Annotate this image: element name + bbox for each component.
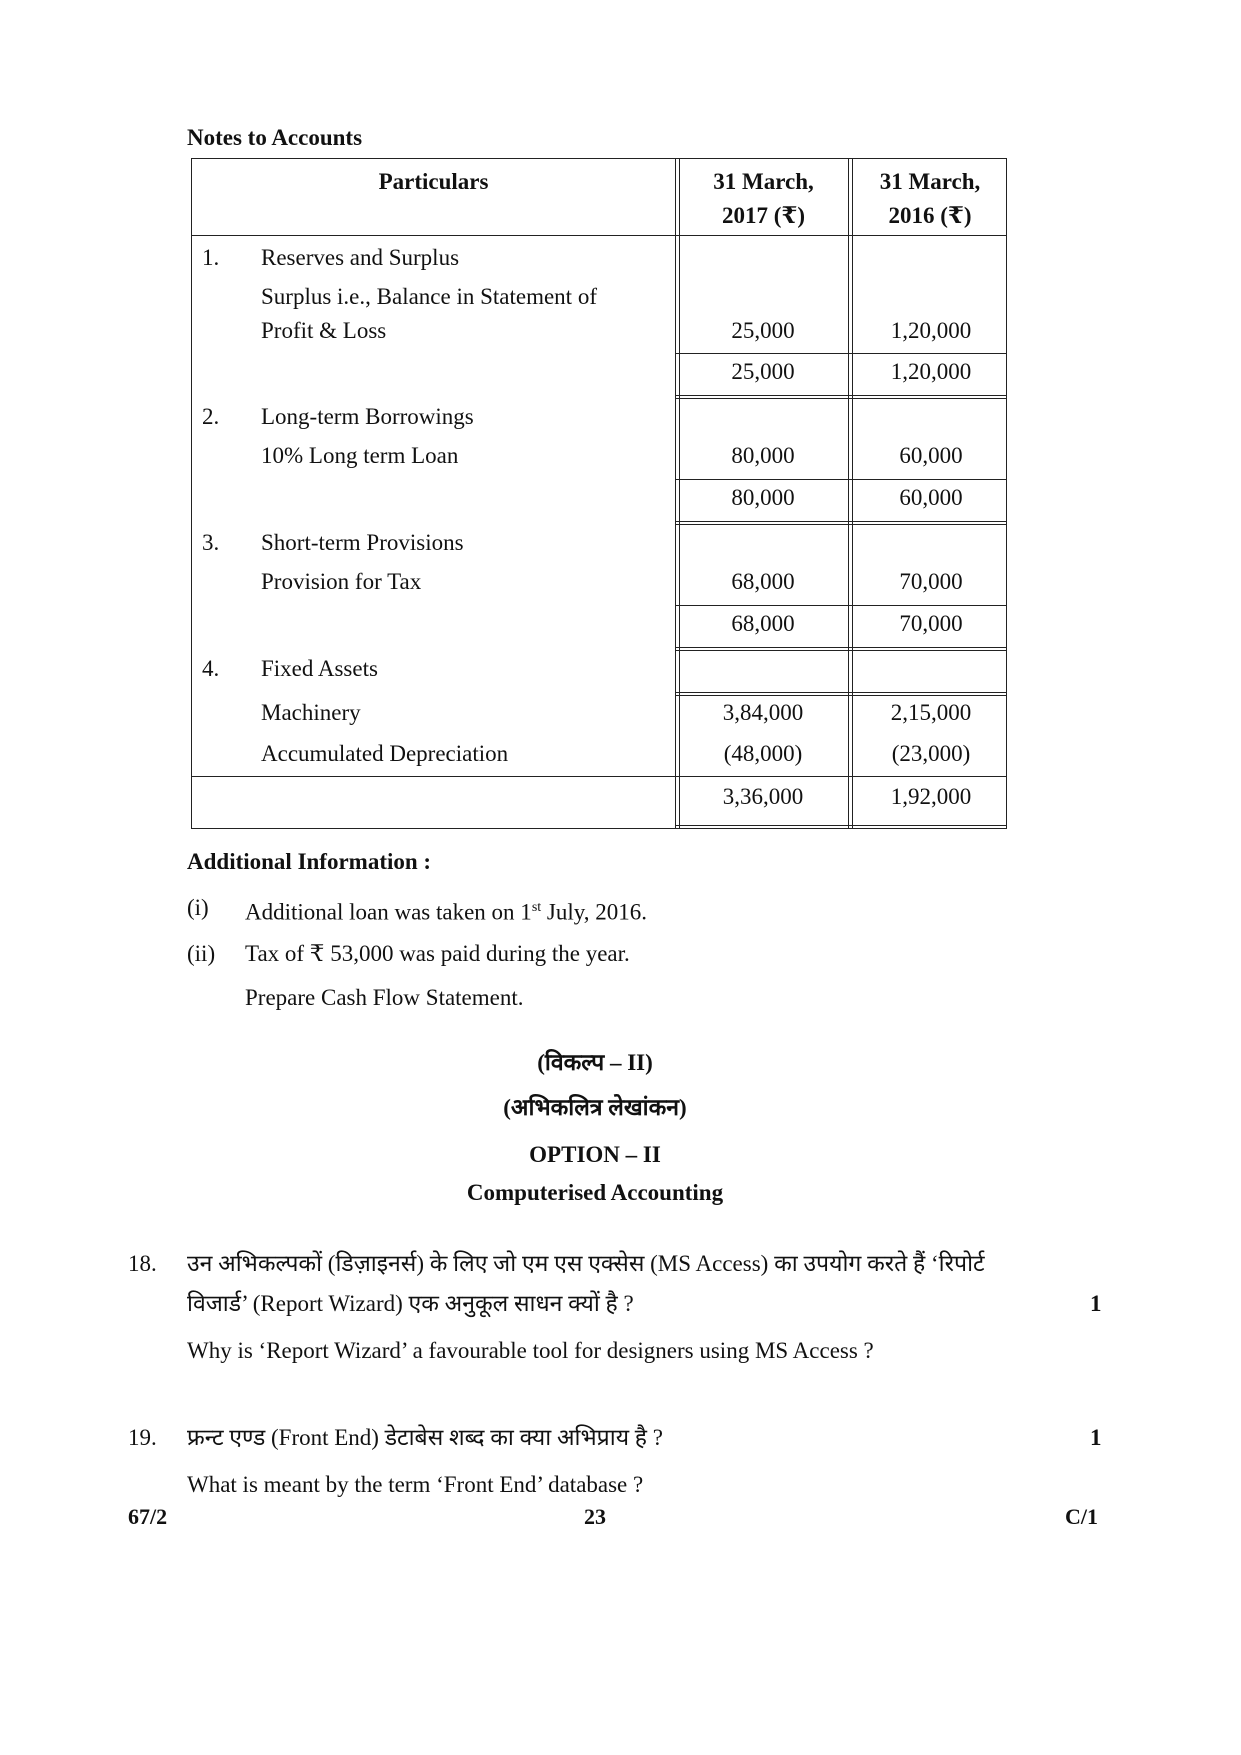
header-2017-line2: 2017 (₹) [721,203,806,228]
value-2016: 60,000 [899,443,963,468]
section-number: 2. [202,404,220,429]
column-divider [675,159,676,828]
total-rule [675,398,1006,399]
subtotal-rule [675,692,1006,693]
header-2016-line2: 2016 (₹) [888,203,972,228]
subtotal-rule [675,479,1006,480]
header-2016-line1: 31 March, [879,169,981,194]
section-heading: Reserves and Surplus [261,245,460,270]
instruction-text: Prepare Cash Flow Statement. [245,985,524,1010]
value-2016: 70,000 [899,569,963,594]
line-item: Surplus i.e., Balance in Statement of [261,284,597,309]
header-particulars: Particulars [378,169,489,194]
total-2016: 1,92,000 [890,784,972,809]
total-rule [192,776,1006,777]
item-number: (i) [187,895,209,920]
total-rule [675,521,1006,522]
total-2017: 3,36,000 [722,784,804,809]
total-rule [675,825,1006,826]
option-hindi-title: (विकल्प – II) [537,1050,653,1075]
total-2016: 70,000 [899,611,963,636]
value-2016: 2,15,000 [890,700,972,725]
additional-item-text: Tax of ₹ 53,000 was paid during the year. [245,941,630,966]
line-item: 10% Long term Loan [261,443,459,468]
line-item: Provision for Tax [261,569,422,594]
additional-info-title: Additional Information : [187,849,432,874]
total-rule [675,647,1006,648]
section-heading: Long-term Borrowings [261,404,474,429]
notes-title: Notes to Accounts [187,125,363,150]
section-number: 4. [202,656,220,681]
total-2017: 80,000 [731,485,795,510]
option-hindi-subtitle: (अभिकलित्र लेखांकन) [503,1095,687,1120]
total-2016: 60,000 [899,485,963,510]
question-marks: 1 [1090,1291,1102,1316]
header-2017-line1: 31 March, [713,169,814,194]
footer-code: 67/2 [128,1504,168,1529]
subtotal-rule [675,695,1006,696]
question-number: 19. [128,1425,157,1450]
section-heading: Short-term Provisions [261,530,464,555]
item-number: (ii) [187,941,216,966]
total-rule [675,524,1006,525]
page-number: 23 [584,1504,606,1529]
value-2017: (48,000) [723,741,803,766]
question-hindi-line: उन अभिकल्पकों (डिज़ाइनर्स) के लिए जो एम एस एक्सेस (MS Access) का उपयोग करते हैं ‘रिपोर्ट [187,1251,985,1276]
section-number: 1. [202,245,220,270]
notes-to-accounts-table [191,158,1007,829]
value-2017: 68,000 [731,569,795,594]
line-item: Profit & Loss [261,318,387,343]
question-marks: 1 [1090,1425,1102,1450]
total-rule [675,395,1006,396]
line-item: Machinery [261,700,361,725]
option-title: OPTION – II [529,1142,661,1167]
total-2017: 25,000 [731,359,795,384]
subtotal-rule [675,353,1006,354]
total-2017: 68,000 [731,611,795,636]
value-2017: 25,000 [731,318,795,343]
header-rule [192,235,1006,236]
total-rule [675,650,1006,651]
question-hindi-line: फ्रन्ट एण्ड (Front End) डेटाबेस शब्द का क्या अभिप्राय है ? [187,1425,663,1450]
subtotal-rule [675,605,1006,606]
line-item: Accumulated Depreciation [261,741,509,766]
question-english: What is meant by the term ‘Front End’ database ? [187,1472,644,1497]
section-heading: Fixed Assets [261,656,378,681]
value-2016: 1,20,000 [890,318,972,343]
option-subtitle: Computerised Accounting [466,1180,724,1205]
question-number: 18. [128,1251,157,1276]
value-2017: 80,000 [731,443,795,468]
additional-item-text: Additional loan was taken on 1st July, 2016. [245,899,648,925]
question-english: Why is ‘Report Wizard’ a favourable tool for designers using MS Access ? [187,1338,874,1363]
question-hindi-line: विजार्ड’ (Report Wizard) एक अनुकूल साधन क्यों है ? [187,1291,634,1316]
footer-set: C/1 [1065,1504,1098,1529]
value-2016: (23,000) [891,741,971,766]
section-number: 3. [202,530,220,555]
value-2017: 3,84,000 [722,700,804,725]
total-2016: 1,20,000 [890,359,972,384]
